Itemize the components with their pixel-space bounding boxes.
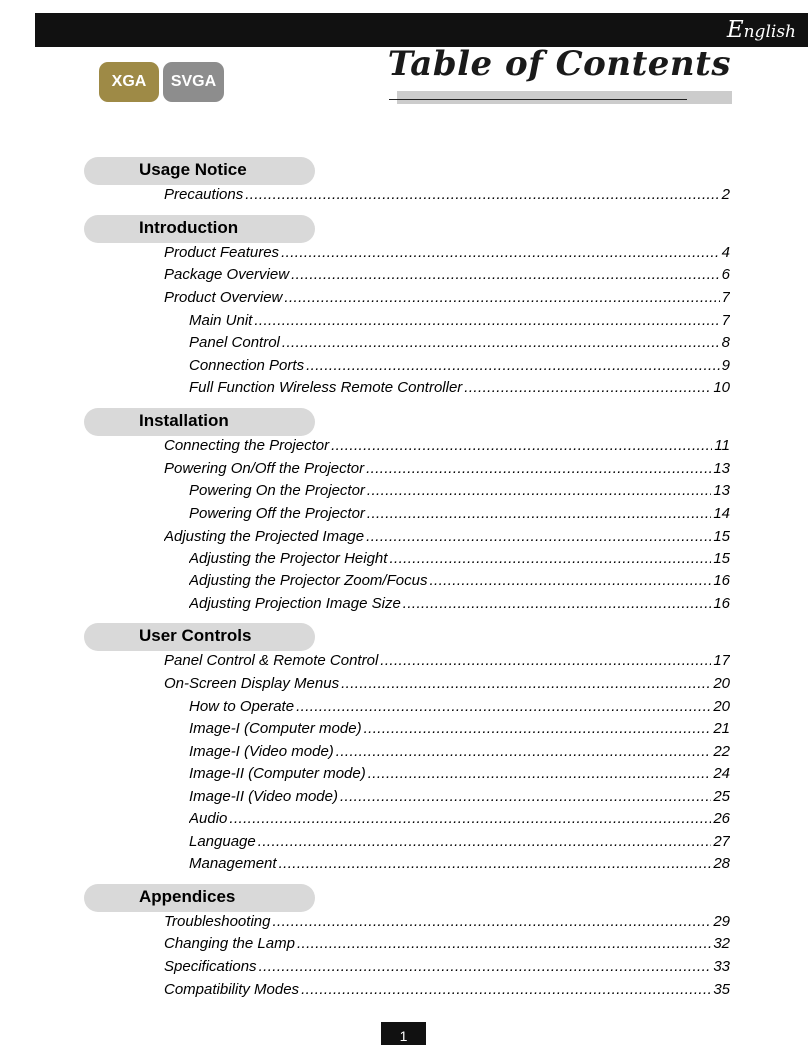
toc-entry[interactable]: Product Features ..... 4 [164,241,730,261]
svga-badge: SVGA [163,62,224,102]
toc-entry[interactable]: Powering On the Projector ..... 13 [189,479,730,499]
toc-entry[interactable]: Image-I (Video mode) ..... 22 [189,740,730,760]
toc-entry[interactable]: Product Overview ..... 7 [164,286,730,306]
toc-entry[interactable]: Connection Ports ..... 9 [189,354,730,374]
toc-entry[interactable]: Adjusting Projection Image Size ..... 16 [189,592,730,612]
toc-entry[interactable]: Adjusting the Projector Height ..... 15 [189,547,730,567]
toc-entry[interactable]: Language ..... 27 [189,830,730,850]
toc-entry[interactable]: Audio ..... 26 [189,807,730,827]
toc-entry[interactable]: Panel Control & Remote Control ..... 17 [164,649,730,669]
toc-entry[interactable]: Powering Off the Projector ..... 14 [189,502,730,522]
language-bar [35,13,808,47]
toc-entry[interactable]: Image-II (Computer mode) ..... 24 [189,762,730,782]
toc-entry[interactable]: Changing the Lamp ..... 32 [164,932,730,952]
toc-entry[interactable]: Powering On/Off the Projector ..... 13 [164,457,730,477]
language-label: English [726,17,796,43]
toc-entry[interactable]: Panel Control ..... 8 [189,331,730,351]
toc-entry[interactable]: Adjusting the Projected Image ..... 15 [164,525,730,545]
toc-entry[interactable]: How to Operate ..... 20 [189,695,730,715]
section-header-user-controls: User Controls [84,623,315,651]
toc-entry[interactable]: On-Screen Display Menus ..... 20 [164,672,730,692]
page-number: 1 [381,1022,426,1045]
xga-badge: XGA [99,62,159,102]
toc-entry[interactable]: Connecting the Projector ..... 11 [164,434,730,454]
toc-entry[interactable]: Image-II (Video mode) ..... 25 [189,785,730,805]
toc-entry[interactable]: Specifications ..... 33 [164,955,730,975]
page-title: Table of Contents [387,44,731,84]
section-header-introduction: Introduction [84,215,315,243]
toc-entry[interactable]: Compatibility Modes ..... 35 [164,978,730,998]
toc-entry[interactable]: Troubleshooting ..... 29 [164,910,730,930]
section-header-usage-notice: Usage Notice [84,157,315,185]
toc-entry[interactable]: Precautions ..... 2 [164,183,730,203]
title-underline [389,99,687,100]
toc-entry[interactable]: Package Overview ..... 6 [164,263,730,283]
toc-entry[interactable]: Image-I (Computer mode) ..... 21 [189,717,730,737]
title-underline-shadow [397,91,732,104]
toc-entry[interactable]: Full Function Wireless Remote Controller ..... 10 [189,376,730,396]
toc-entry[interactable]: Management ..... 28 [189,852,730,872]
toc-entry[interactable]: Main Unit ..... 7 [189,309,730,329]
toc-entry[interactable]: Adjusting the Projector Zoom/Focus ..... 16 [189,569,730,589]
section-header-installation: Installation [84,408,315,436]
section-header-appendices: Appendices [84,884,315,912]
